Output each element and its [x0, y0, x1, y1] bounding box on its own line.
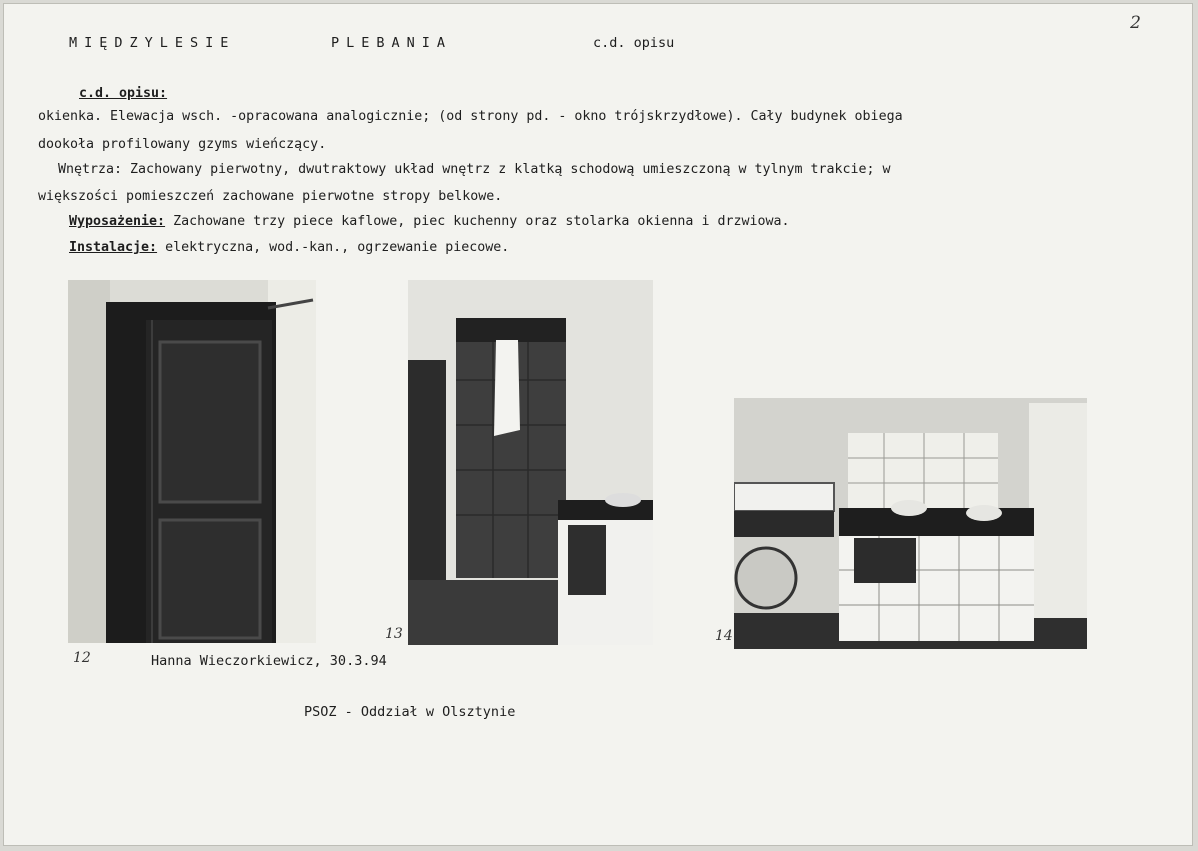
- document-sheet: [3, 3, 1193, 846]
- door-image: [68, 280, 316, 643]
- text-line-1: okienka. Elewacja wsch. -opracowana analogicznie; (od strony pd. - okno trójskrzydłowe). Cały budynek obiega: [38, 109, 903, 124]
- header-place: MIĘDZYLESIE: [69, 35, 236, 51]
- equipment-text: Zachowane trzy piece kaflowe, piec kuchenny oraz stolarka okienna i drzwiowa.: [165, 214, 790, 229]
- office-line: PSOZ - Oddział w Olsztynie: [304, 704, 516, 720]
- equipment-label: Wyposażenie:: [69, 214, 166, 229]
- photo-number-14: 14: [715, 628, 733, 644]
- equipment-line: [69, 214, 790, 229]
- header-object: PLEBANIA: [331, 35, 453, 51]
- photo-door: [68, 280, 316, 643]
- text-line-2: dookoła profilowany gzyms wieńczący.: [38, 137, 327, 152]
- header-section: c.d. opisu: [593, 35, 675, 51]
- photo-number-13: 13: [385, 626, 403, 642]
- photo-kitchen-stove: [734, 398, 1087, 649]
- installations-text: elektryczna, wod.-kan., ogrzewanie piecowe.: [157, 240, 510, 255]
- kitchen-image: [734, 398, 1087, 649]
- author-line: Hanna Wieczorkiewicz, 30.3.94: [151, 653, 387, 669]
- photo-number-12: 12: [73, 650, 91, 666]
- installations-line: [69, 240, 509, 255]
- text-line-3: Wnętrza: Zachowany pierwotny, dwutraktowy układ wnętrz z klatką schodową umieszczoną w tylnym trakcie; w: [58, 162, 891, 177]
- stove-image: [408, 280, 653, 645]
- section-heading: c.d. opisu:: [79, 86, 168, 101]
- installations-label: Instalacje:: [69, 240, 158, 255]
- text-line-4: większości pomieszczeń zachowane pierwotne stropy belkowe.: [38, 189, 503, 204]
- page-number: 2: [1130, 13, 1141, 33]
- photo-tile-stove: [408, 280, 653, 645]
